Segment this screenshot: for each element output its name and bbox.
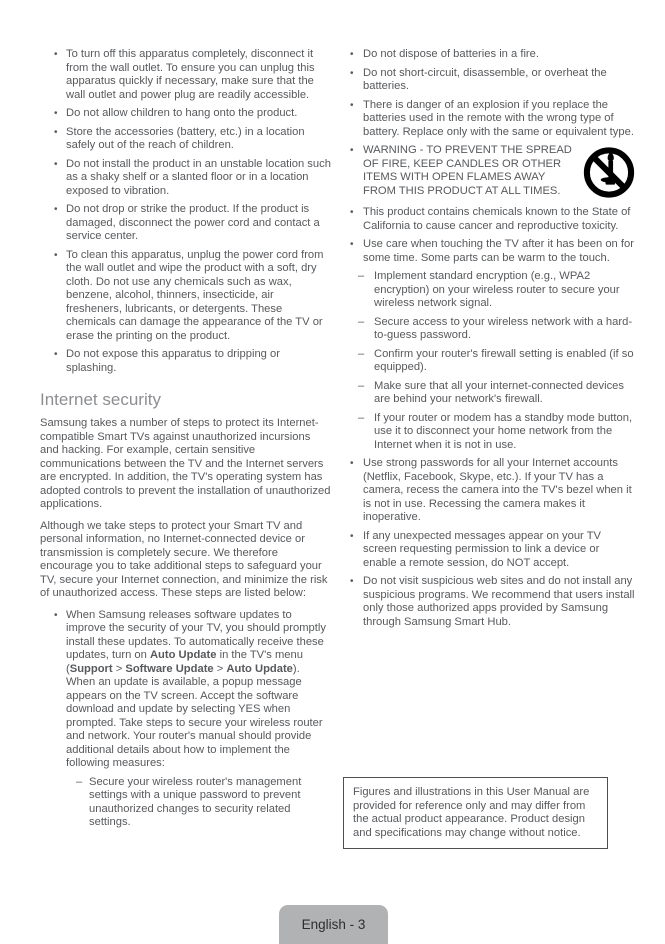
list-item: • Store the accessories (battery, etc.) in a location safely out of the reach of children.	[40, 126, 332, 153]
list-item: • Do not install the product in an unstable location such as a shaky shelf or a slanted floor or in a location exposed to vibration.	[40, 158, 332, 199]
left-column	[40, 48, 332, 835]
security-dash-list	[345, 270, 635, 452]
list-item: – Secure your wireless router's management settings with a unique password to prevent unauthorized changes to security related settings.	[40, 776, 332, 830]
list-item: • Do not drop or strike the product. If the product is damaged, disconnect the power cord and contact a service center.	[40, 203, 332, 244]
sub-dash-list	[40, 776, 332, 830]
warning-item	[345, 144, 635, 201]
list-item: • When Samsung releases software updates to improve the security of your TV, you should promptly install these updates. To automatically receive these updates, turn on Auto Update in the TV's menu (Support > Software Update > Auto Update). When an update is available, a popup message appears on the TV screen. Accept the software download and update by selecting YES when prompted. Take steps to secure your wireless router and network. Your router's manual should provide additional details about how to implement the following measures:	[40, 609, 332, 771]
list-item: • There is danger of an explosion if you replace the batteries used in the remote with the wrong type of battery. Replace only with the same or equivalent type.	[345, 99, 635, 140]
list-item: – If your router or modem has a standby mode button, use it to disconnect your home network from the Internet when it is not in use.	[345, 412, 635, 453]
right-column	[345, 48, 635, 634]
no-open-flames-icon	[583, 146, 635, 199]
list-item: • If any unexpected messages appear on your TV screen requesting permission to link a device or enable a remote session, do NOT accept.	[345, 530, 635, 571]
update-bullet-list	[40, 609, 332, 771]
page-label: English - 3	[301, 916, 366, 932]
battery-bullet-list	[345, 48, 635, 139]
note-text: Figures and illustrations in this User Manual are provided for reference only and may differ from the actual product appearance. Product design and specifications may change without notice.	[353, 786, 590, 839]
paragraph: Samsung takes a number of steps to protect its Internet-compatible Smart TVs against unauthorized incursions and hacking. For example, certain sensitive communications between the TV and the Internet servers are encrypted. In addition, the TV's operating system has adopted controls to prevent the installation of unauthorized applications.	[40, 417, 331, 510]
security-bullet-list	[345, 457, 635, 629]
list-item: • Do not short-circuit, disassemble, or overheat the batteries.	[345, 67, 635, 94]
list-item: • Do not dispose of batteries in a fire.	[345, 48, 635, 62]
list-item: • To turn off this apparatus completely, disconnect it from the wall outlet. To ensure you can unplug this apparatus quickly if necessary, make sure that the wall outlet and power plug are readily accessible.	[40, 48, 332, 102]
warning-text: WARNING - TO PREVENT THE SPREAD OF FIRE, KEEP CANDLES OR OTHER ITEMS WITH OPEN FLAMES AWAY FROM THIS PRODUCT AT ALL TIMES.	[363, 144, 572, 197]
note-box	[343, 777, 608, 849]
list-item: • Do not allow children to hang onto the product.	[40, 107, 332, 121]
list-item: – Confirm your router's firewall setting is enabled (if so equipped).	[345, 348, 635, 375]
list-item: – Secure access to your wireless network with a hard-to-guess password.	[345, 316, 635, 343]
list-item: • Do not expose this apparatus to dripping or splashing.	[40, 348, 332, 375]
safety-bullet-list	[40, 48, 332, 375]
paragraph: Although we take steps to protect your Smart TV and personal information, no Internet-connected device or transmission is completely secure. We therefore encourage you to take additional steps to safeguard your TV, secure your Internet connection, and minimize the risk of unauthorized access. These steps are listed below:	[40, 519, 328, 599]
list-item: – Make sure that all your internet-connected devices are behind your network's firewall.	[345, 380, 635, 407]
list-item: • This product contains chemicals known to the State of California to cause cancer and reproductive toxicity.	[345, 206, 635, 233]
list-item: • Use care when touching the TV after it has been on for some time. Some parts can be warm to the touch.	[345, 238, 635, 265]
caution-bullet-list	[345, 206, 635, 265]
list-item: – Implement standard encryption (e.g., WPA2 encryption) on your wireless router to secure your wireless network signal.	[345, 270, 635, 311]
list-item: • To clean this apparatus, unplug the power cord from the wall outlet and wipe the product with a soft, dry cloth. Do not use any chemicals such as wax, benzene, alcohol, thinners, insecticide, air fresheners, lubricants, or detergents. These chemicals can damage the appearance of the TV or erase the printing on the product.	[40, 249, 332, 344]
section-title: Internet security	[40, 390, 161, 409]
list-item: • Do not visit suspicious web sites and do not install any suspicious programs. We recommend that users install only those authorized apps provided by Samsung through Samsung Smart Hub.	[345, 575, 635, 629]
footer-page-tab	[279, 905, 388, 944]
list-item: • Use strong passwords for all your Internet accounts (Netflix, Facebook, Skype, etc.). If your TV has a camera, recess the camera into the TV's bezel when it is not in use. Recessing the camera makes it inoperative.	[345, 457, 635, 525]
